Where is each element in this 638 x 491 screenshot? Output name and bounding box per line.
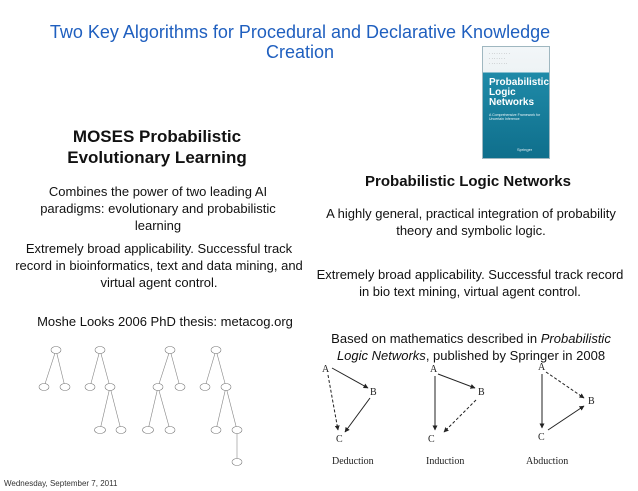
induction-node-c: C xyxy=(428,434,435,445)
program-trees-illustration xyxy=(28,340,258,475)
deduction-node-c: C xyxy=(336,434,343,445)
deduction-diagram xyxy=(322,364,377,467)
induction-diagram xyxy=(426,364,485,467)
abduction-node-b: B xyxy=(588,396,595,407)
induction-node-b: B xyxy=(478,387,485,398)
pln-applicability: Extremely broad applicability. Successful track record in bio text mining, virtual agent control. xyxy=(316,267,624,299)
pln-description: A highly general, practical integration of probability theory and symbolic logic. xyxy=(326,206,616,238)
book-title: Probabilistic Logic Networks xyxy=(489,77,550,108)
abduction-label: Abduction xyxy=(526,456,569,467)
abduction-node-c: C xyxy=(538,432,545,443)
pln-reference-pre: Based on mathematics described in xyxy=(331,331,541,346)
deduction-label: Deduction xyxy=(332,456,374,467)
induction-node-a: A xyxy=(430,364,438,375)
pln-heading: Probabilistic Logic Networks xyxy=(365,173,571,190)
moses-thesis: Moshe Looks 2006 PhD thesis: metacog.org xyxy=(37,314,293,329)
moses-applicability: Extremely broad applicability. Successful track record in bioinformatics, text and data mining, and virtual agent control. xyxy=(15,241,303,290)
deduction-node-b: B xyxy=(370,387,377,398)
pln-reference-book: Probabilistic Logic Networks xyxy=(336,331,611,363)
book-cover-image xyxy=(482,46,550,159)
moses-heading: MOSES Probabilistic Evolutionary Learning xyxy=(67,127,247,167)
book-authors-text: · · · · · · · · · · · · · · · · · · · · · · · · xyxy=(489,51,510,66)
abduction-diagram xyxy=(526,362,595,467)
pln-reference-post: , published by Springer in 2008 xyxy=(425,348,606,363)
deduction-node-a: A xyxy=(322,364,330,375)
slide-title: Two Key Algorithms for Procedural and Declarative Knowledge Creation xyxy=(49,22,551,62)
book-publisher: Springer xyxy=(517,147,533,152)
slide-footer-date: Wednesday, September 7, 2011 xyxy=(4,479,118,488)
pln-reference xyxy=(316,330,626,364)
induction-label: Induction xyxy=(426,456,465,467)
abduction-node-a: A xyxy=(538,362,546,373)
book-subtitle: A Comprehensive Framework for Uncertain Inference xyxy=(489,113,541,121)
pln-inference-diagram xyxy=(320,360,630,485)
moses-description: Combines the power of two leading AI paradigms: evolutionary and probabilistic learning xyxy=(40,184,276,233)
